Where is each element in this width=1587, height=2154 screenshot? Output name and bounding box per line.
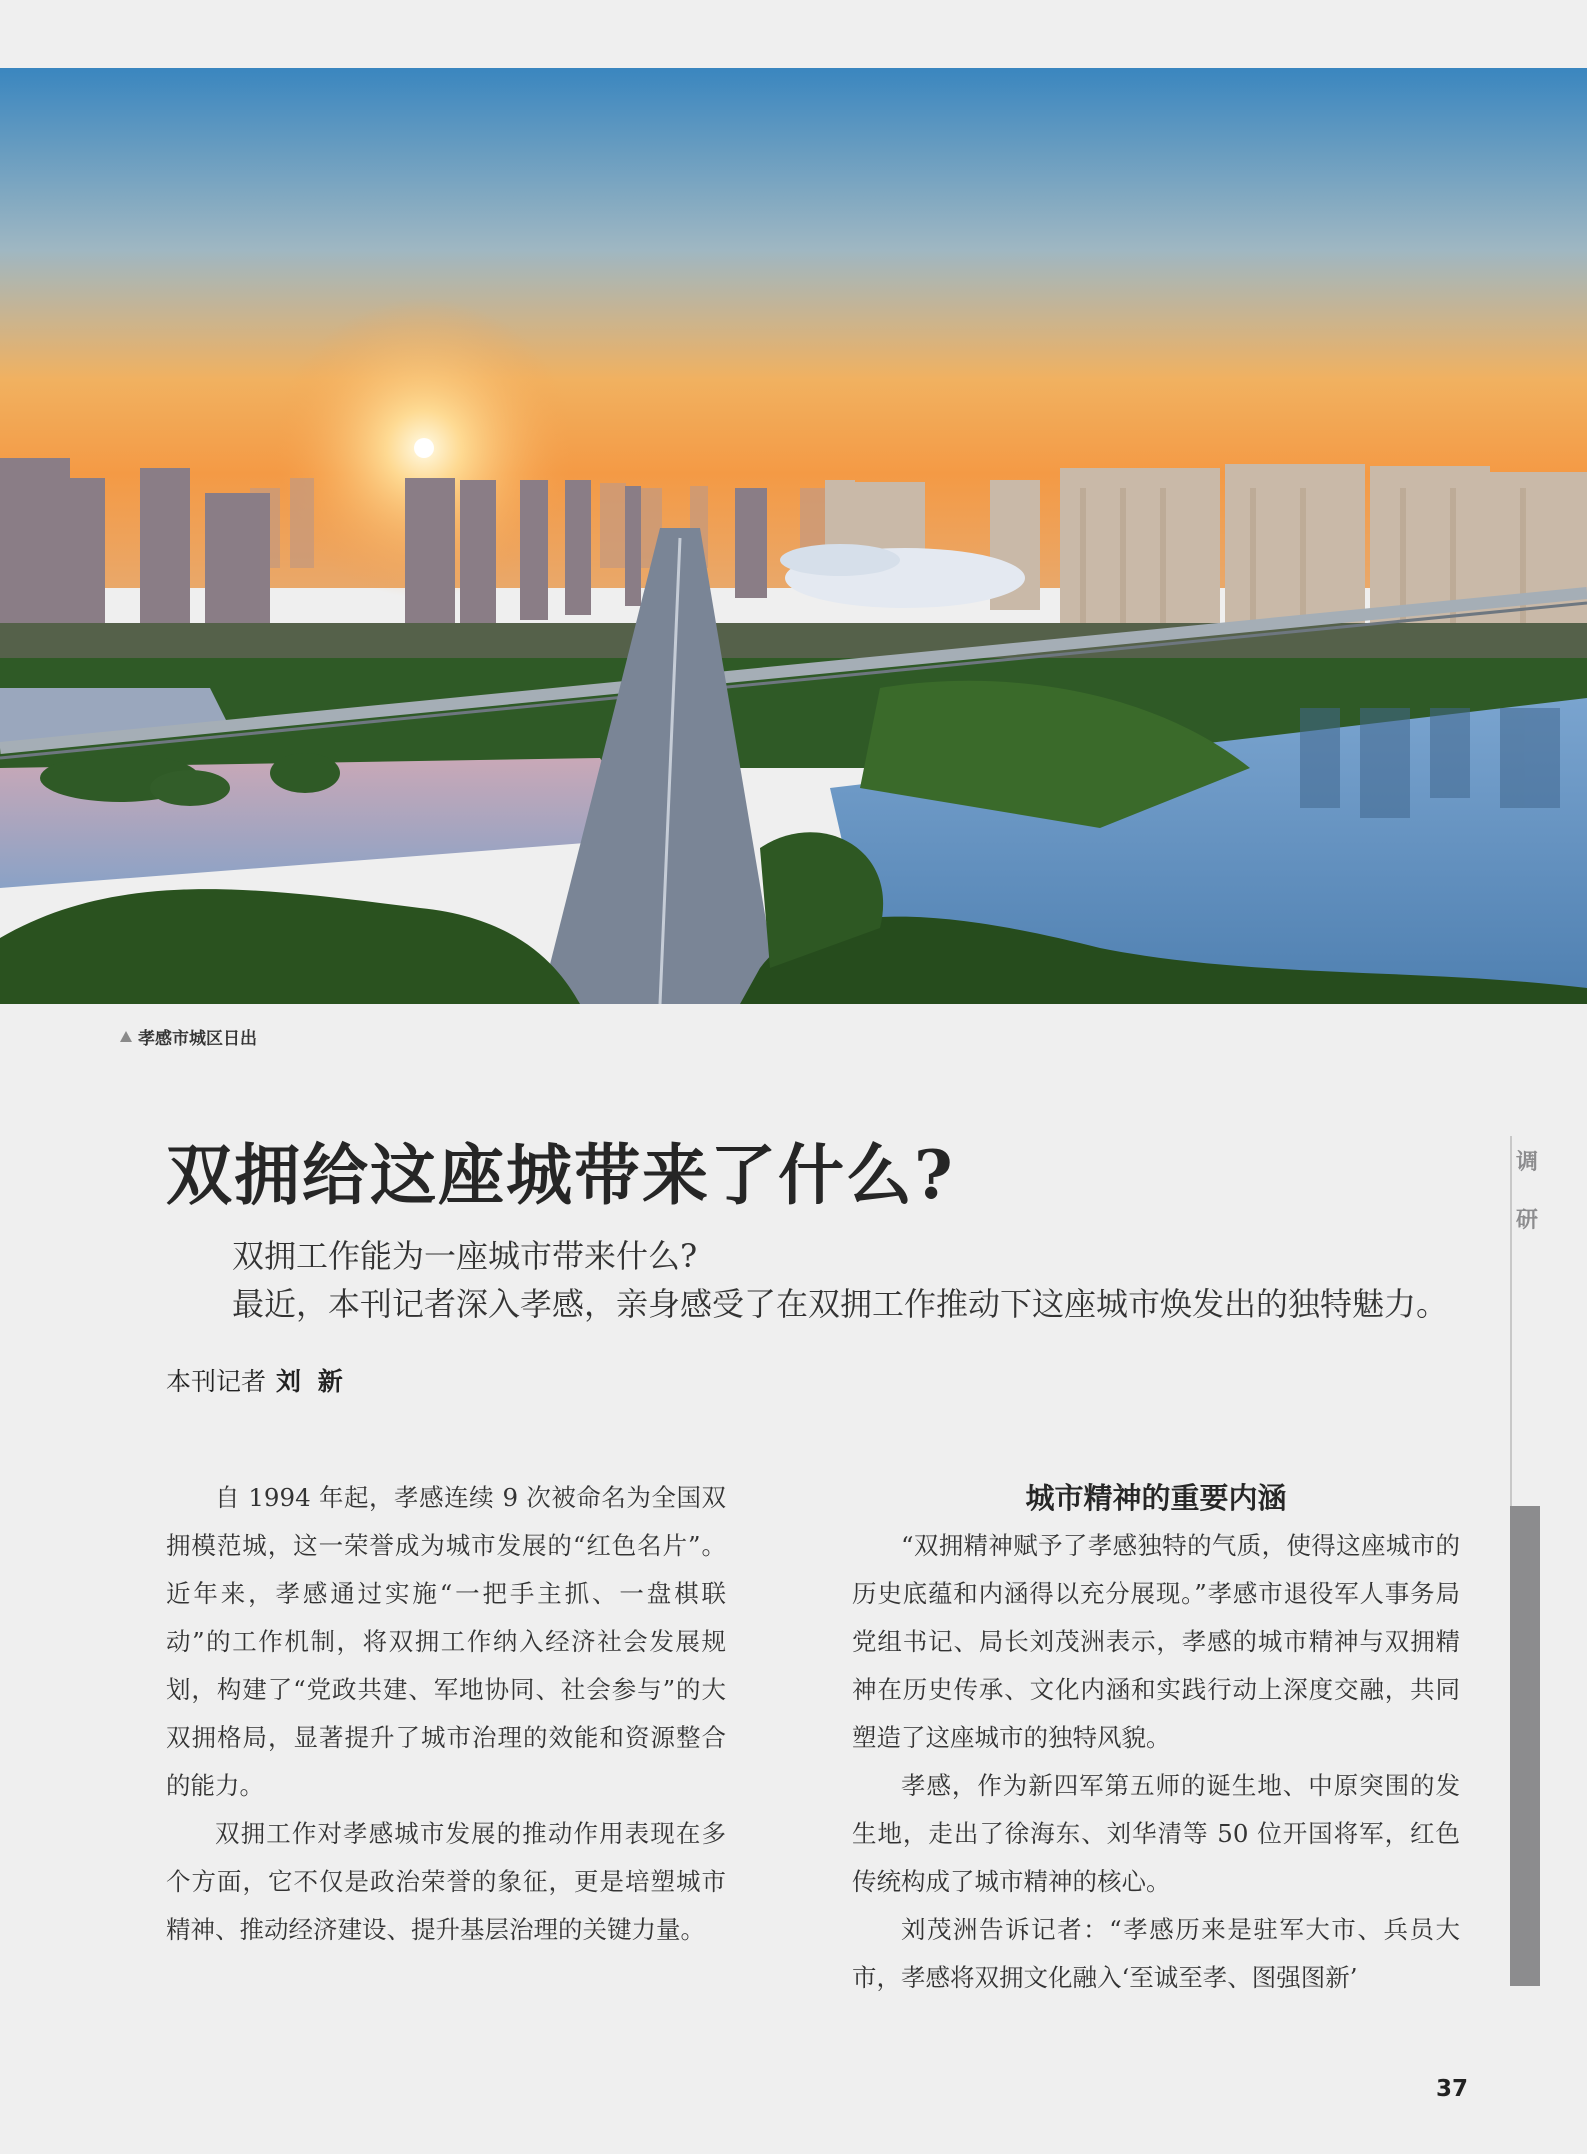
byline (166, 1362, 347, 1398)
body-paragraph: 双拥工作对孝感城市发展的推动作用表现在多个方面，它不仅是政治荣誉的象征，更是培塑城市精神、推动经济建设、提升基层治理的关键力量。 (166, 1819, 726, 1944)
body-column-left (166, 1474, 726, 1954)
photo-caption (120, 1024, 257, 1049)
body-paragraph: 自 1994 年起，孝感连续 9 次被命名为全国双拥模范城，这一荣誉成为城市发展的“红色名片”。近年来，孝感通过实施“一把手主抓、一盘棋联动”的工作机制，将双拥工作纳入经济社会发展规划，构建了“党政共建、军地协同、社会参与”的大双拥格局，显著提升了城市治理的效能和资源整合的能力。 (166, 1483, 726, 1800)
page-number: 37 (1436, 2076, 1469, 2102)
body-paragraph: “双拥精神赋予了孝感独特的气质，使得这座城市的历史底蕴和内涵得以充分展现。”孝感市退役军人事务局党组书记、局长刘茂洲表示，孝感的城市精神与双拥精神在历史传承、文化内涵和实践行动上深度交融，共同塑造了这座城市的独特风貌。 (852, 1531, 1460, 1752)
section-tab-char: 研 (1515, 1208, 1538, 1233)
side-bar (1510, 1506, 1540, 1986)
section-heading: 城市精神的重要内涵 (1025, 1481, 1287, 1515)
sun-icon (414, 438, 434, 458)
article-headline: 双拥给这座城带来了什么? (166, 1136, 955, 1214)
hero-photo (0, 68, 1587, 1004)
lead-line: 双拥工作能为一座城市带来什么? (232, 1237, 698, 1275)
body-paragraph: 刘茂洲告诉记者：“孝感历来是驻军大市、兵员大市，孝感将双拥文化融入‘至诚至孝、图强图新’ (852, 1915, 1460, 1992)
city-sunrise-illustration (0, 68, 1587, 1004)
byline-prefix: 本刊记者 (166, 1367, 267, 1396)
section-tab (1512, 1134, 1542, 1250)
body-paragraph: 孝感，作为新四军第五师的诞生地、中原突围的发生地，走出了徐海东、刘华清等 50 位开国将军，红色传统构成了城市精神的核心。 (852, 1771, 1460, 1896)
triangle-icon (120, 1031, 132, 1042)
body-column-right (852, 1474, 1460, 2002)
article-lead (232, 1232, 1448, 1328)
photo-caption-text: 孝感市城区日出 (138, 1029, 257, 1049)
lead-line: 最近，本刊记者深入孝感，亲身感受了在双拥工作推动下这座城市焕发出的独特魅力。 (232, 1285, 1449, 1323)
byline-author: 刘 新 (276, 1367, 347, 1396)
section-tab-char: 调 (1515, 1150, 1538, 1175)
